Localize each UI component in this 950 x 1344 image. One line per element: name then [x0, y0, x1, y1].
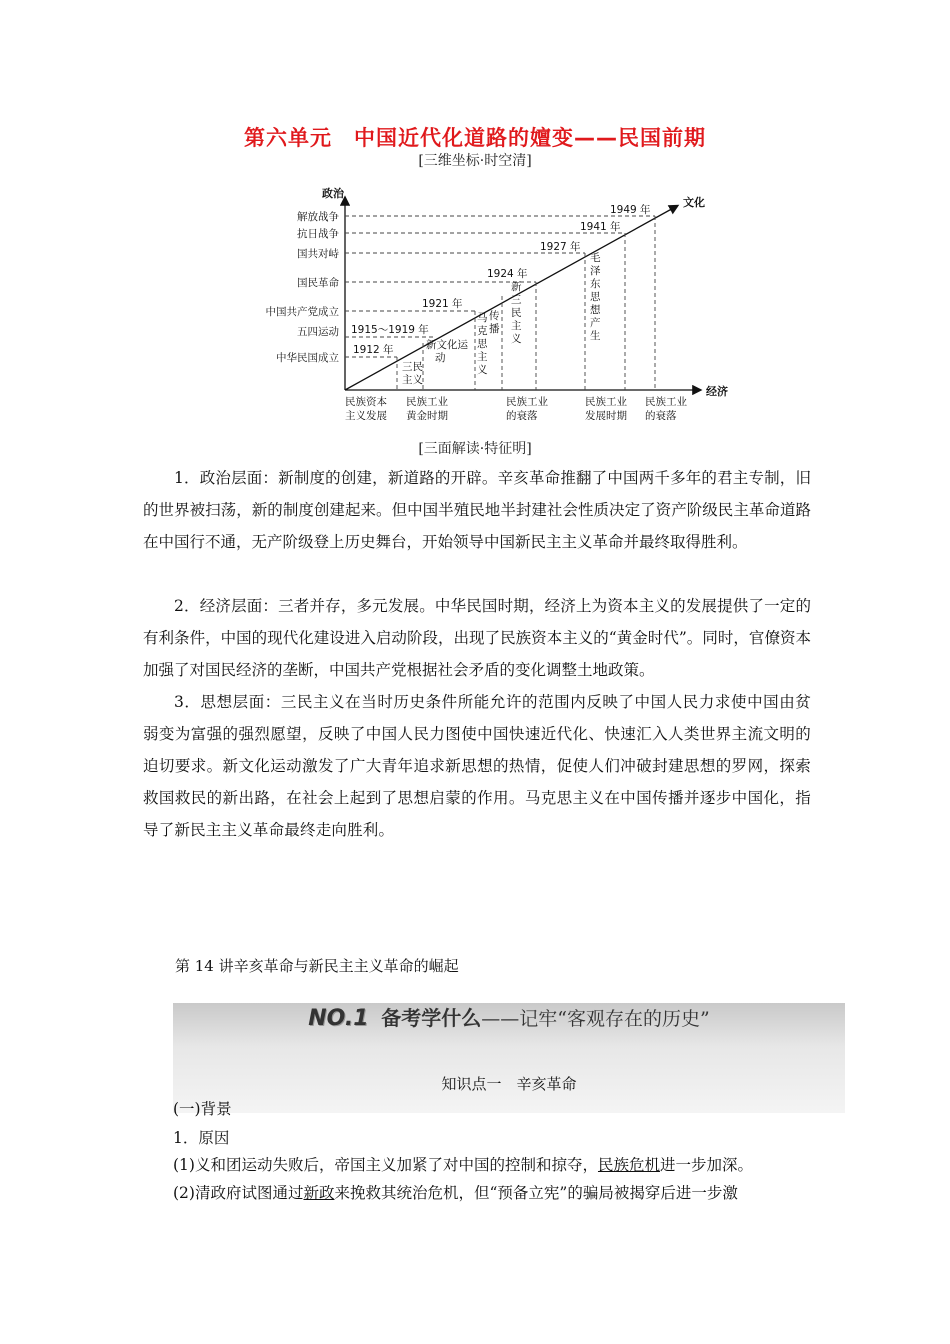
reason-line-1-tail: 进一步加深。 — [659, 1156, 753, 1174]
event-national-revolution: 国民革命 — [297, 277, 339, 289]
svg-text:民族工业: 民族工业 — [585, 396, 627, 408]
section-banner — [173, 1003, 845, 1113]
paragraph-economy: 2．经济层面：三者并存，多元发展。中华民国时期，经济上为资本主义的发展提供了一定的有利条件，中国的现代化建设进入启动阶段，出现了民族资本主义的“黄金时代”。同时，官僚资本加强了对国民经济的垄断，中国共产党根据社会矛盾的变化调整土地政策。 — [143, 597, 811, 679]
paragraph-ideology: 3．思想层面：三民主义在当时历史条件所能允许的范围内反映了中国人民力求使中国由贫弱变为富强的强烈愿望，反映了中国人民力图使中国快速近代化、快速汇入人类世界主流文明的迫切要求。新文化运动激发了广大青年追求新思想的热情，促使人们冲破封建思想的罗网，探索救国救民的新出路，在社会上起到了思想启蒙的作用。马克思主义在中国传播并逐步中国化，指导了新民主主义革命最终走向胜利。 — [143, 693, 811, 839]
svg-text:东: 东 — [590, 278, 601, 290]
svg-text:三民: 三民 — [402, 361, 423, 373]
year-1915-1919: 1915～1919 年 — [351, 324, 429, 336]
econ-capitalism-development — [345, 395, 387, 420]
svg-text:的衰落: 的衰落 — [506, 410, 538, 420]
event-cpc-founding: 中国共产党成立 — [265, 306, 339, 318]
diagonal-label: 文化 — [683, 196, 705, 209]
culture-new-three-principles — [511, 281, 522, 345]
year-1924: 1924 年 — [487, 268, 528, 280]
svg-text:黄金时期: 黄金时期 — [406, 410, 448, 420]
culture-three-principles — [402, 361, 423, 386]
reason-line-2 — [173, 1181, 738, 1203]
svg-text:产: 产 — [590, 317, 601, 329]
y-axis-label: 政治 — [322, 187, 344, 200]
history-timeline-diagram — [240, 183, 740, 420]
x-axis-label: 经济 — [706, 385, 728, 398]
svg-text:想: 想 — [590, 304, 601, 316]
econ-golden-age — [406, 395, 448, 420]
knowledge-point-title: 知识点一 辛亥革命 — [441, 1075, 577, 1093]
econ-development-period — [585, 395, 627, 420]
item-reason: 1．原因 — [173, 1129, 230, 1147]
svg-text:克: 克 — [477, 325, 488, 337]
culture-marxism-spread — [477, 309, 500, 376]
event-liberation-war: 解放战争 — [297, 211, 339, 223]
svg-text:传: 传 — [489, 310, 500, 322]
svg-text:新文化运: 新文化运 — [426, 339, 468, 351]
svg-text:发展时期: 发展时期 — [585, 410, 627, 420]
keyword-new-policies: 新政 — [303, 1184, 335, 1202]
year-1927: 1927 年 — [540, 241, 581, 253]
event-kmt-cpc-standoff: 国共对峙 — [297, 248, 339, 260]
section-tag-analysis: [三面解读·特征明] — [418, 441, 532, 457]
section-tag-timeline: [三维坐标·时空清] — [418, 153, 532, 169]
section-background: (一)背景 — [173, 1100, 232, 1118]
svg-text:马: 马 — [477, 312, 488, 324]
year-1912: 1912 年 — [353, 344, 394, 356]
svg-text:主: 主 — [511, 320, 522, 332]
svg-text:主义发展: 主义发展 — [345, 410, 387, 420]
lecture-title: 第 14 讲辛亥革命与新民主主义革命的崛起 — [175, 957, 459, 975]
svg-text:义: 义 — [511, 333, 522, 345]
svg-text:主义: 主义 — [402, 374, 423, 386]
year-1941: 1941 年 — [580, 221, 621, 233]
svg-text:三: 三 — [511, 294, 522, 306]
svg-text:播: 播 — [489, 323, 500, 335]
svg-text:新: 新 — [511, 281, 522, 293]
paragraph-politics: 1．政治层面：新制度的创建，新道路的开辟。辛亥革命推翻了中国两千多年的君主专制，旧的世界被扫荡，新的制度创建起来。但中国半殖民地半封建社会性质决定了资产阶级民主革命道路在中国行不通，无产阶级登上历史舞台，开始领导中国新民主主义革命并最终取得胜利。 — [143, 469, 811, 551]
reason-line-2-tail: 来挽救其统治危机，但“预备立宪”的骗局被揭穿后进一步激 — [334, 1184, 738, 1202]
reason-line-1-text: (1)义和团运动失败后，帝国主义加紧了对中国的控制和掠夺， — [173, 1156, 598, 1174]
year-1921: 1921 年 — [422, 298, 463, 310]
svg-text:思: 思 — [477, 338, 488, 350]
svg-text:民族工业: 民族工业 — [645, 396, 687, 408]
svg-text:民族工业: 民族工业 — [406, 396, 448, 408]
event-anti-japanese-war: 抗日战争 — [297, 228, 339, 240]
banner-title — [173, 1003, 845, 1034]
econ-decline-1 — [506, 395, 548, 420]
svg-text:民: 民 — [511, 307, 522, 319]
event-roc-founding: 中华民国成立 — [276, 352, 339, 364]
banner-no: NO.1 — [308, 1006, 369, 1031]
event-may-fourth: 五四运动 — [297, 326, 339, 338]
svg-text:毛: 毛 — [590, 252, 601, 264]
svg-text:义: 义 — [477, 364, 488, 376]
banner-heading: 备考学什么 — [381, 1006, 482, 1030]
reason-line-2-text: (2)清政府试图通过 — [173, 1184, 304, 1202]
culture-mao-zedong-thought — [590, 252, 601, 342]
svg-text:民族资本: 民族资本 — [345, 396, 387, 408]
svg-text:思: 思 — [590, 291, 601, 303]
svg-text:泽: 泽 — [590, 265, 601, 277]
svg-text:动: 动 — [435, 352, 446, 364]
reason-line-1 — [173, 1153, 753, 1175]
year-1949: 1949 年 — [610, 204, 651, 216]
banner-subheading: ——记牢“客观存在的历史” — [481, 1008, 710, 1030]
svg-text:主: 主 — [477, 351, 488, 363]
svg-text:生: 生 — [590, 330, 601, 342]
culture-new-culture-movement — [426, 338, 468, 364]
keyword-national-crisis: 民族危机 — [597, 1156, 660, 1174]
svg-text:民族工业: 民族工业 — [506, 396, 548, 408]
econ-decline-2 — [645, 395, 687, 420]
svg-text:的衰落: 的衰落 — [645, 410, 677, 420]
unit-title: 第六单元 中国近代化道路的嬗变——民国前期 — [244, 126, 706, 150]
